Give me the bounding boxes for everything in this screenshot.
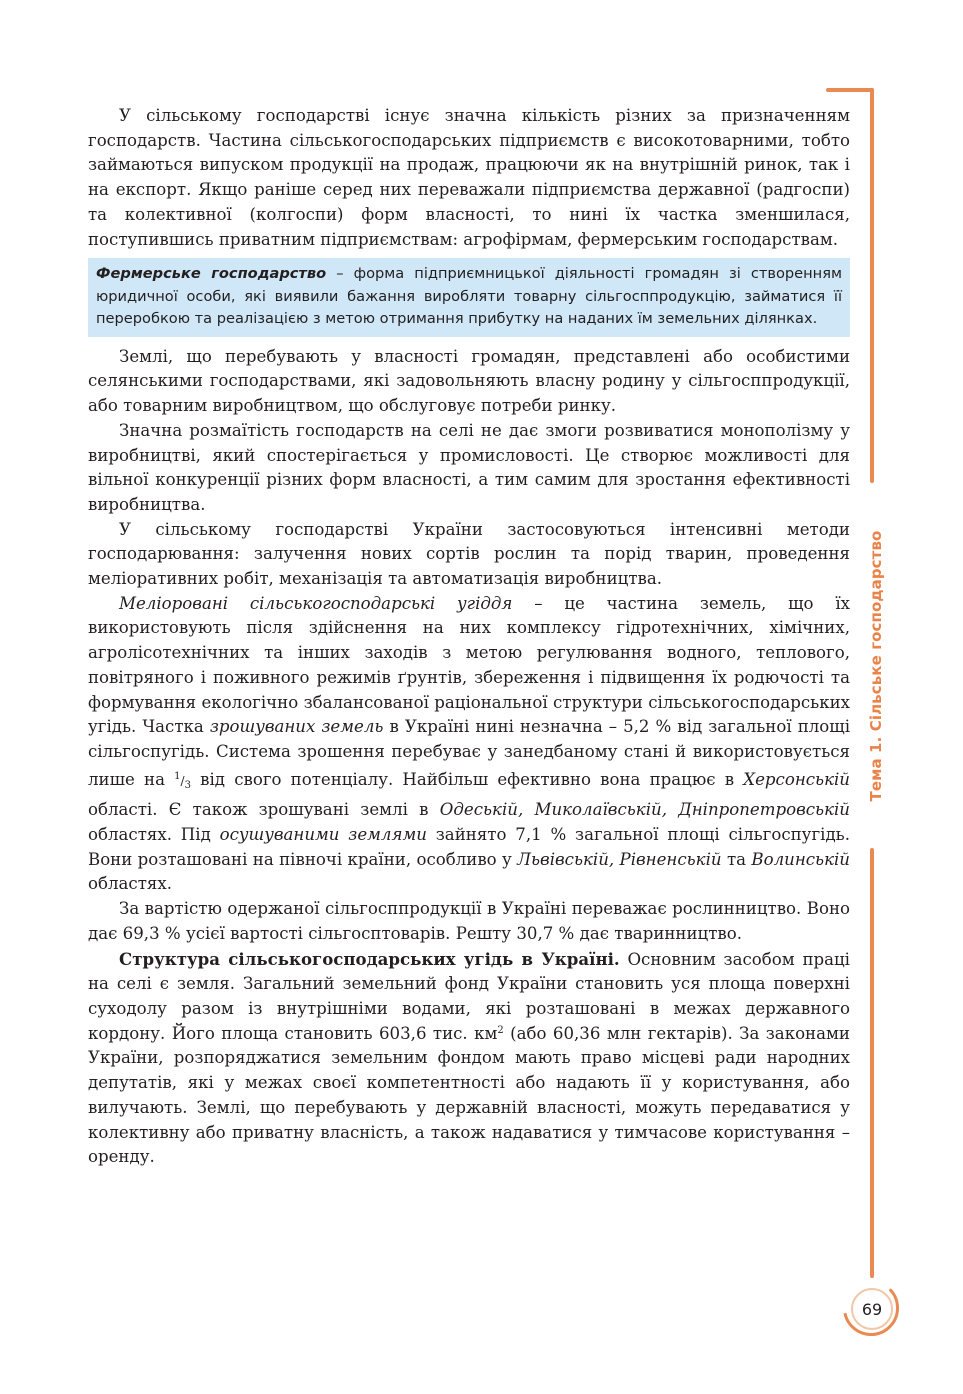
definition-text: – форма підприємницької діяльності громадян зі створенням юридичної особи, які виявили бажання виробляти товарну сільгосппродукцію, займатися її переробкою та реалізацією з метою отримання прибутку на наданих їм земельних ділянках. <box>96 265 843 328</box>
square-km-superscript: 2 <box>497 1024 504 1036</box>
fraction-one-third <box>174 770 191 791</box>
paragraph-1: У сільському господарстві існує значна кількість різних за призначенням господарств. Частина сільськогосподарських підприємств є високотоварними, тобто займаються випуском продукції на продаж, працюючи як на внутрішній ринок, так і на експорт. Якщо раніше серед них переважали підприємства державної (радгоспи) та колективної (колгоспи) форм власності, то нині їх частка зменшилася, поступившись приватним підприємствам: агрофірмам, фермерським господарствам. <box>88 106 850 249</box>
paragraph-7 <box>88 947 850 1170</box>
paragraph-5-text-6: зайнято 7,1 % загальної площі сільгоспугідь. Вони розташовані на півночі країни, особливо у <box>88 825 850 869</box>
paragraph-3: Значна розмаїтість господарств на селі не дає змоги розвиватися монополізму у виробництві, який спостерігається у промисловості. Це створює можливості для вільної конкуренції різних форм власності, а тим самим для зростання ефективності виробництва. <box>88 420 850 514</box>
paragraph-5-text-1: – це частина земель, що їх використовують після здійснення на них комплексу гідротехнічних, хімічних, агролісотехнічних та інших заходів з метою регулювання водного, теплового, повітряного і поживного режимів ґрунтів, збереження і підвищення їх родючості та формування екологічно збалансованої раціональної структури сільськогосподарських угідь. Частка <box>88 593 850 737</box>
paragraph-5-text-7: та <box>721 849 752 869</box>
margin-rule-top <box>870 88 874 483</box>
paragraph-5-text-2: в Україні нині незначна – 5,2 % від загальної площі сільгоспугідь. Система зрошення перебуває у занедбаному стані й використовується лише на <box>88 717 851 789</box>
definition-box <box>88 258 850 337</box>
topic-label-text: Тема 1. Сільське господарство <box>867 530 885 802</box>
page-number-badge <box>851 1288 893 1330</box>
fraction-slash: / <box>180 773 185 788</box>
paragraph-5 <box>88 592 850 897</box>
margin-rule-corner <box>826 88 874 92</box>
paragraph-5-text-4: області. Є також зрошувані землі в <box>88 800 440 820</box>
region-kherson: Херсонській <box>743 769 850 789</box>
paragraph-5-text-8: областях. <box>88 874 172 894</box>
definition-term: Фермерське господарство <box>96 265 327 283</box>
paragraph-5-text-3: від свого потенціалу. Найбільш ефективно вона працює в <box>190 769 744 789</box>
regions-west: Львівській, Рівненській <box>517 849 722 869</box>
section-heading: Структура сільськогосподарських угідь в Україні. <box>119 948 620 969</box>
paragraph-6: За вартістю одержаної сільгосппродукції в Україні переважає рослинництво. Воно дає 69,3 % усієї вартості сільгосптоварів. Решту 30,7 % дає тваринництво. <box>88 899 850 943</box>
paragraph-2: Землі, що перебувають у власності громадян, представлені або особистими селянськими господарствами, які задовольняють власну родину у сільгосппродукції, або товарним виробництвом, що обслуговує потреби ринку. <box>88 346 850 416</box>
paragraph-5-text-5: областях. Під <box>88 825 220 845</box>
page-number: 69 <box>861 1299 883 1319</box>
paragraph-4: У сільському господарстві України застосовуються інтенсивні методи господарювання: залучення нових сортів рослин та порід тварин, проведення меліоративних робіт, механізація та автоматизація виробництва. <box>88 519 850 589</box>
paragraph-7-text-2: (або 60,36 млн гектарів). За законами України, розпоряджатися земельним фондом мають право місцеві ради народних депутатів, які у межах своєї компетентності або надають її у користування, або вилучають. Землі, що перебувають у державній власності, можуть передаватися у колективну або приватну власність, а також надаватися у тимчасове користування – оренду. <box>88 1023 850 1167</box>
margin-rule-bottom <box>870 848 874 1278</box>
fraction-denominator: 3 <box>184 779 191 791</box>
term-meliorated-lands: Меліоровані сільськогосподарські угіддя <box>119 593 513 613</box>
region-volyn: Волинській <box>751 849 850 869</box>
paragraph-7-text-1: Основним засобом праці на селі є земля. Загальний земельний фонд України становить уся площа поверхні суходолу разом із внутрішніми водами, які розташовані в межах державного кордону. Його площа становить 603,6 тис. км <box>88 949 850 1043</box>
term-irrigated-lands: зрошуваних земель <box>209 717 384 737</box>
regions-south: Одеській, Миколаївській, Дніпропетровській <box>439 800 850 820</box>
term-drained-lands: осушуваними землями <box>219 825 427 845</box>
fraction-numerator: 1 <box>174 770 181 782</box>
body-text <box>88 104 850 1170</box>
